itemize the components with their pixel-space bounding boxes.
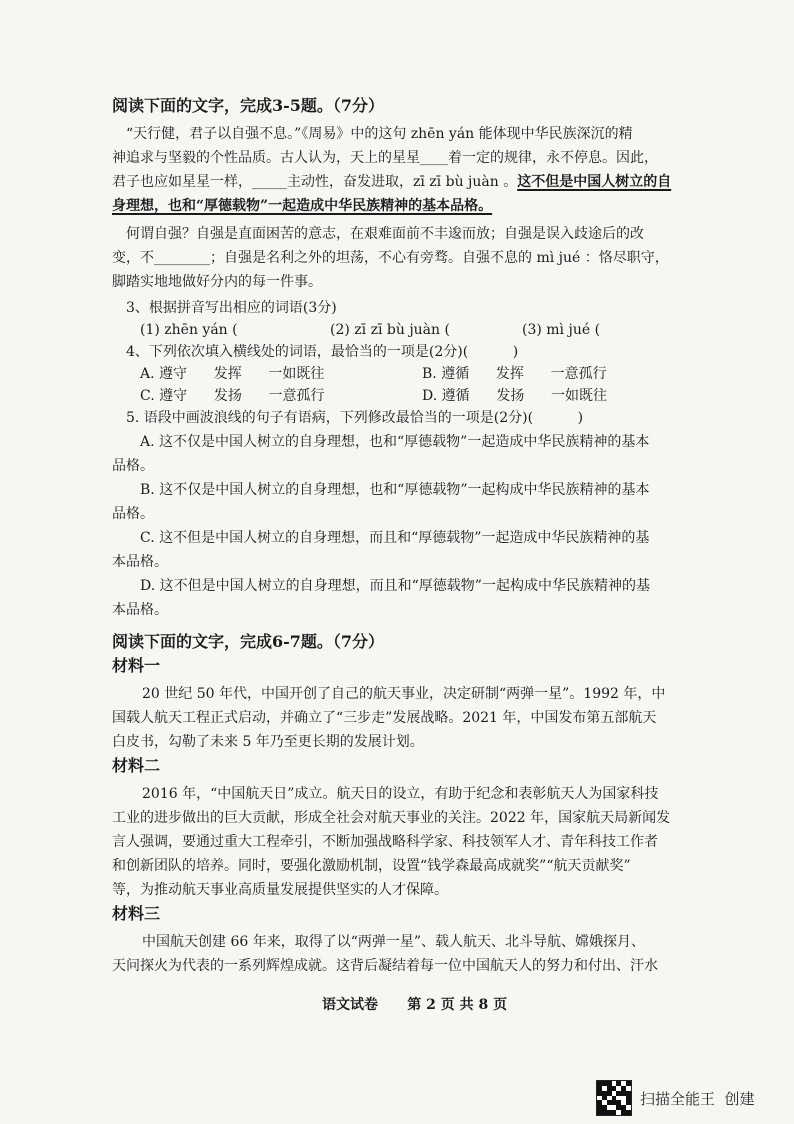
material1-line: 国载人航天工程正式启动，并确立了“三步走”发展战略。2021 年，中国发布第五部航天 bbox=[112, 710, 657, 726]
q5-option-a-cont: 品格。 bbox=[112, 458, 154, 474]
material2-line: 和创新团队的培养。同时，要强化激励机制，设置“钱学森最高成就奖”“航天贡献奖” bbox=[112, 858, 631, 874]
q4-option-b: B. 遵循 发挥 一意孤行 bbox=[422, 366, 607, 382]
q5-option-d-cont: 本品格。 bbox=[112, 602, 168, 618]
passage2-line: 变，不________；自强是名利之外的坦荡，不心有旁骛。自强不息的 mì jué ：恪尽职守， bbox=[112, 250, 669, 266]
section1-heading: 阅读下面的文字，完成3-5题。（7分） bbox=[112, 96, 385, 115]
material3-line: 天问探火为代表的一系列辉煌成就。这背后凝结着每一位中国航天人的努力和付出、汗水 bbox=[112, 958, 658, 974]
wavy-sentence-part1: 这不但是中国人树立的自 bbox=[517, 174, 672, 190]
scanner-watermark-text: 扫描全能王 创建 bbox=[640, 1089, 755, 1108]
footer-page-number: 第 2 页 共 8 页 bbox=[407, 997, 508, 1013]
q4-option-d: D. 遵循 发扬 一如既往 bbox=[422, 388, 608, 404]
passage2-line: 脚踏实地地做好分内的每一件事。 bbox=[112, 274, 322, 290]
passage1-text: 君子也应如星星一样，_____主动性，奋发进取，zī zī bù juàn 。 bbox=[112, 174, 518, 190]
page-footer bbox=[322, 994, 507, 1014]
q5-option-d: D. 这不但是中国人树立的自身理想，而且和“厚德载物”一起构成中华民族精神的基 bbox=[140, 578, 650, 594]
material2-line: 工业的进步做出的巨大贡献，形成全社会对航天事业的关注。2022 年，国家航天局新闻发 bbox=[112, 810, 671, 826]
q4-stem: 4、下列依次填入横线处的词语，最恰当的一项是(2分)( ) bbox=[126, 344, 519, 360]
material1-line: 白皮书，勾勒了未来 5 年乃至更长期的发展计划。 bbox=[112, 734, 424, 750]
material1-title: 材料一 bbox=[112, 656, 161, 675]
material2-line: 言人强调，要通过重大工程牵引，不断加强战略科学家、科技领军人才、青年科技工作者 bbox=[112, 834, 658, 850]
material3-line: 中国航天创建 66 年来，取得了以“两弹一星”、载人航天、北斗导航、嫦娥探月、 bbox=[142, 934, 646, 950]
q3-item-2: (2) zī zī bù juàn ( bbox=[330, 322, 450, 338]
q3-item-1: (1) zhēn yán ( bbox=[140, 322, 238, 338]
q3-item-3: (3) mì jué ( bbox=[522, 322, 601, 338]
material3-title: 材料三 bbox=[112, 904, 161, 923]
q4-option-a: A. 遵守 发挥 一如既往 bbox=[140, 366, 325, 382]
wavy-sentence-part2: 身理想，也和“厚德载物”一起造成中华民族精神的基本品格。 bbox=[112, 198, 493, 214]
material2-title: 材料二 bbox=[112, 756, 161, 775]
qr-code-icon bbox=[596, 1080, 632, 1116]
q4-option-c: C. 遵守 发扬 一意孤行 bbox=[140, 388, 325, 404]
section2-heading: 阅读下面的文字，完成6-7题。（7分） bbox=[112, 632, 385, 651]
q5-option-c: C. 这不但是中国人树立的自身理想，而且和“厚德载物”一起造成中华民族精神的基 bbox=[140, 530, 650, 546]
q5-stem: 5. 语段中画波浪线的句子有语病，下列修改最恰当的一项是(2分)( ) bbox=[126, 410, 584, 426]
q5-option-b: B. 这不仅是中国人树立的自身理想，也和“厚德载物”一起构成中华民族精神的基本 bbox=[140, 482, 650, 498]
scanner-watermark bbox=[596, 1080, 755, 1116]
material2-line: 2016 年，“中国航天日”成立。航天日的设立，有助于纪念和表彰航天人为国家科技 bbox=[142, 786, 659, 802]
q3-stem: 3、根据拼音写出相应的词语(3分) bbox=[126, 300, 337, 316]
q5-option-b-cont: 品格。 bbox=[112, 506, 154, 522]
q5-option-c-cont: 本品格。 bbox=[112, 554, 168, 570]
passage1-line: 神追求与坚毅的个性品质。古人认为，天上的星星____着一定的规律，永不停息。因此， bbox=[112, 150, 658, 166]
q5-option-a: A. 这不仅是中国人树立的自身理想，也和“厚德载物”一起造成中华民族精神的基本 bbox=[140, 434, 650, 450]
material1-line: 20 世纪 50 年代，中国开创了自己的航天事业，决定研制“两弹一星”。1992 年，中 bbox=[142, 686, 666, 702]
footer-subject: 语文试卷 bbox=[322, 997, 378, 1013]
passage1-line: “天行健，君子以自强不息。”《周易》中的这句 zhēn yán 能体现中华民族深沉的精 bbox=[126, 126, 633, 142]
passage2-line: 何谓自强？自强是直面困苦的意志，在艰难面前不丰逡而放；自强是误入歧途后的改 bbox=[126, 226, 644, 242]
material2-line: 等，为推动航天事业高质量发展提供坚实的人才保障。 bbox=[112, 882, 448, 898]
passage1-line-wrap bbox=[112, 172, 671, 192]
